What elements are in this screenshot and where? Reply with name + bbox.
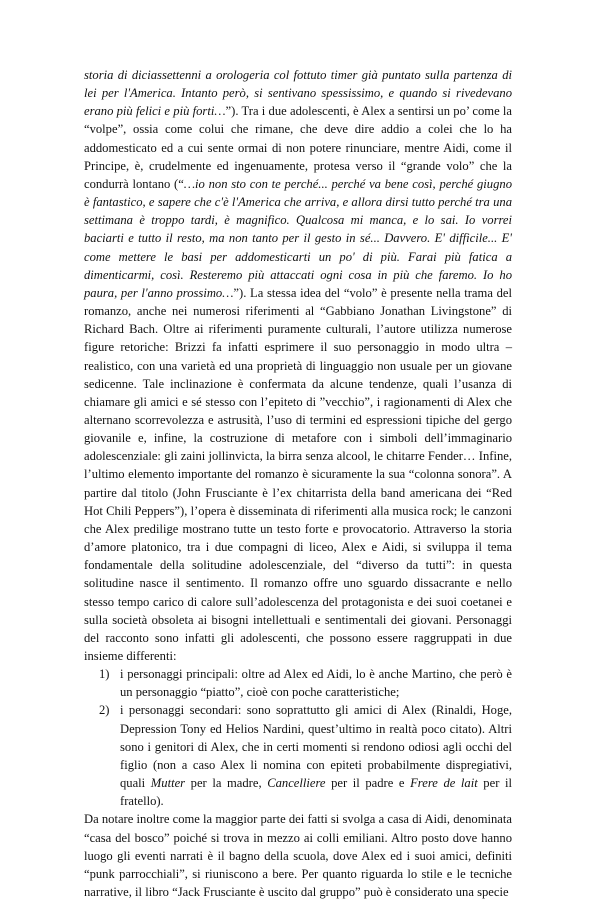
list-item: [99, 665, 512, 701]
closing-paragraph: Da notare inoltre come la maggior parte dei fatti si svolga a casa di Aidi, denominata “casa del bosco” poiché si trova in mezzo ai colli emiliani. Altro posto dove hanno luogo gli eventi narrati è il bagno della scuola, dove Alex ed i suoi amici, definiti “punk parrocchiali”, si riuniscono a bere. Per quanto riguarda lo stile e le tecniche narrative, il libro “Jack Frusciante è uscito dal gruppo” può è considerato una specie: [84, 812, 512, 900]
list-item: [99, 701, 512, 810]
list-item-text: i personaggi principali: oltre ad Alex ed Aidi, lo è anche Martino, che però è un personaggio “piatto”, cioè con poche caratteristiche;: [120, 667, 512, 700]
epithet-cancelliere: Cancelliere: [267, 776, 326, 791]
epithet-frere-de-lait: Frere de lait: [410, 776, 478, 791]
list-item-text: i personaggi secondari: sono soprattutto gli amici di Alex (Rinaldi, Hoge, Depression Tony ed Helios Nardini, quest’ultimo in realtà poco citato). Altri sono i genitori di Alex, che in certi momenti si rendono odiosi agli occhi del figlio (non a caso Alex li nomina con epiteti probabilmente dispregiativi, quali: [120, 703, 512, 791]
body-text-1: ”). Tra i due adolescenti, è Alex a sentirsi un po’ come la “volpe”, ossia come colui che rimane, che deve dire addio a colei che lo ha addomesticato ed a cui sente ormai di non potere rinunciare, mentre Aidi, come il Principe, è, crudelmente ed ingenuamente, protesa verso il “grande volo” che la condurrà lontano (“: [84, 104, 513, 191]
epithet-mutter: Mutter: [150, 776, 186, 791]
list-item-text: per il fratello).: [120, 776, 512, 809]
list-number: 2): [99, 703, 110, 718]
document-page: [84, 66, 512, 901]
list-item-text: per il padre e: [325, 776, 411, 791]
italic-quote-1: storia di diciassettenni a orologeria col fottuto timer già puntato sulla partenza di lei per l'America. Intanto però, si sentivano spessissimo, e quando si rivedevano erano più felici e più forti…: [84, 68, 512, 119]
list-item-text: per la madre,: [185, 776, 268, 791]
list-number: 1): [99, 667, 110, 682]
intro-paragraph: [84, 66, 512, 665]
italic-quote-2: …io non sto con te perché... perché va bene così, perché giugno è fantastico, e sapere che c'è l'America che arriva, e allora dirsi tutto perché tra una settimana è troppo tardi, è magnifico. Qualcosa mi manca, e lo sai. Io vorrei baciarti e tutto il resto, ma non tanto per il gesto in sé... Davvero. E' difficile... E' come mettere le basi per addomesticarti un po' di più. Farai più fatica a dimenticarmi, così. Resteremo più attaccati ogni cosa in più che faremo. Io ho paura, per l'anno prossimo…: [84, 176, 512, 300]
body-text-2: ”). La stessa idea del “volo” è presente nella trama del romanzo, anche nei numerosi riferimenti al “Gabbiano Jonathan Livingstone” di Richard Bach. Oltre ai riferimenti puramente culturali, l’autore utilizza numerose figure retoriche: Brizzi fa infatti esprimere il suo personaggio in modo ultra – realistico, con una varietà ed una proprietà di linguaggio non usuale per un giovane sedicenne. Tale inclinazione è confermata da alcune tendenze, quali l’usanza di chiamare gli amici e sé stesso con l’epiteto di ”vecchio”, i ragionamenti di Alex che alternano scorrevolezza e astrusità, l’uso di termini ed espressioni tipiche del gergo giovanile e, infine, la costruzione di metafore con i simboli dell’immaginario adolescenziale: gli zaini jollinvicta, la birra senza alcool, le chitarre Fender… Infine, l’ultimo elemento importante del romanzo è sicuramente la sua “colonna sonora”. A partire dal titolo (John Frusciante è l’ex chitarrista della band americana dei “Red Hot Chili Peppers”), l’opera è disseminata di riferimenti alla musica rock; le canzoni che Alex predilige mostrano tutte un testo forte e provocatorio. Attraverso la storia d’amore platonico, tra i due compagni di liceo, Alex e Aidi, si sviluppa il tema fondamentale della solitudine adolescenziale, del “diverso da tutti”: in questa solitudine nasce il sentimento. Il romanzo offre uno sguardo dissacrante e nello stesso tempo carico di calore sull’adolescenza del protagonista e dei suoi coetanei e sulla società obsoleta ai bisogni intellettuali e sentimentali dei giovani. Personaggi del racconto sono infatti gli adolescenti, che possono essere raggruppati in due insieme differenti:: [84, 285, 512, 663]
character-list: [84, 665, 512, 810]
